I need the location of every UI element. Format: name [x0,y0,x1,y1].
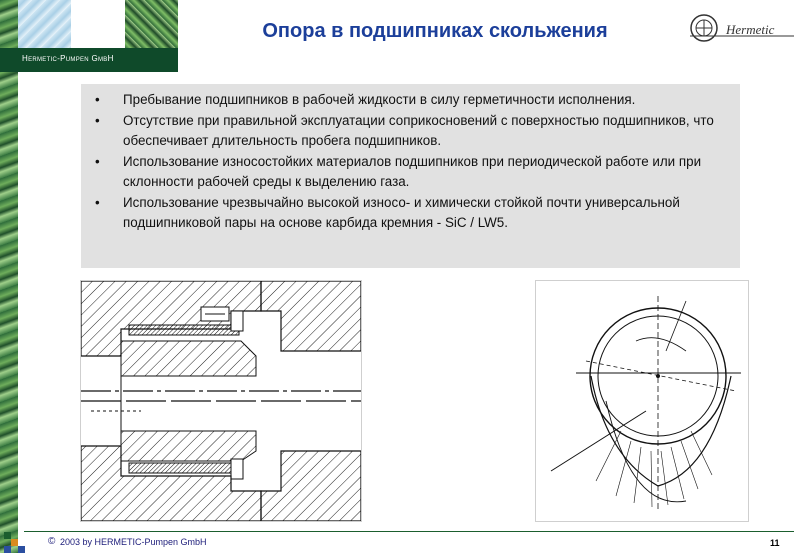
footer-divider [24,531,794,532]
footer-square [18,546,25,553]
decor-tile-leaves [125,0,178,48]
decorative-sidebar [0,0,18,553]
bullet-item: • Пребывание подшипников в рабочей жидкости в силу герметичности исполнения. [81,90,726,110]
bullet-item: • Использование износостойких материалов подшипников при периодической работе или при склонности рабочей среды к выделению газа. [81,152,726,192]
bullet-list [81,84,740,233]
bullet-item: • Отсутствие при правильной эксплуатации соприкосновений с поверхностью подшипников, что обеспечивает длительность пробега подшипников. [81,111,726,151]
footer-copyright: 2003 by HERMETIC-Pumpen GmbH [60,537,207,547]
footer-square [4,532,11,539]
decorative-image-strip [18,0,178,48]
footer-square [4,546,11,553]
bullet-item: • Использование чрезвычайно высокой износо- и химически стойкой почти универсальной подшипниковой пары на основе карбида кремния - SiC / LW5. [81,193,726,233]
company-name: Hermetic-Pumpen GmbH [22,54,114,63]
decor-tile-sky [18,0,71,48]
footer-square [11,539,18,546]
slide-title: Опора в подшипниках скольжения [262,20,608,42]
bullet-box [81,84,740,268]
decor-tile-white [71,0,124,48]
page-number: 11 [770,538,780,548]
bearing-section-drawing [80,280,362,522]
company-bar [0,48,178,72]
copyright-icon: © [48,536,56,547]
hermetic-logo [688,10,796,46]
logo-text: Hermetic [726,22,775,37]
pressure-distribution-drawing [535,280,749,522]
